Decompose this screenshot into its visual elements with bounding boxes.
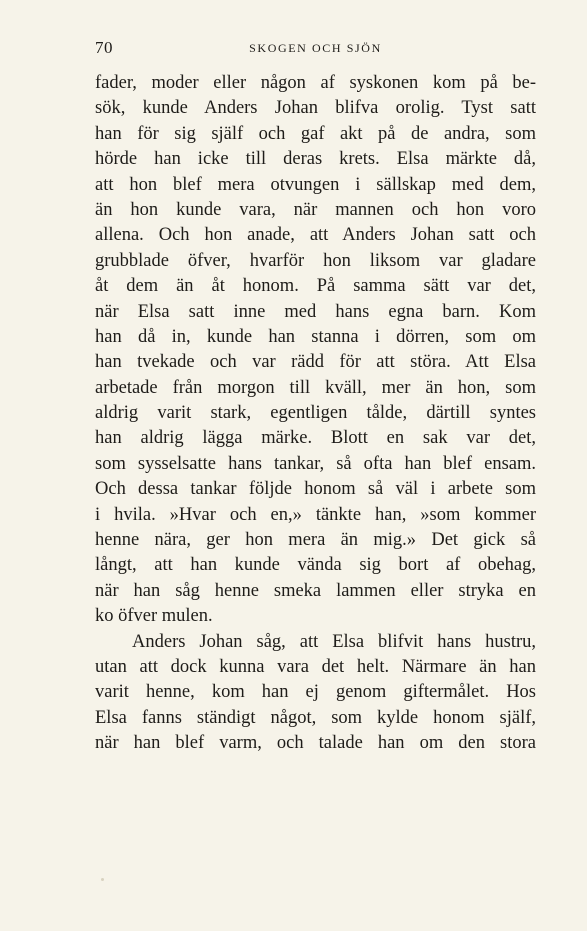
text-line: när Elsa satt inne med hans egna barn. Kom [95,301,536,322]
text-line: varit henne, kom han ej genom giftermålet. Hos [95,682,536,703]
text-line: allena. Och hon anade, att Anders Johan satt och [95,225,536,246]
running-header [95,38,536,60]
paragraph-start-line: Anders Johan såg, att Elsa blifvit hans hustru, [132,631,536,652]
running-title: SKOGEN OCH SJÖN [249,41,382,55]
text-line: sök, kunde Anders Johan blifva orolig. Tyst satt [95,98,536,119]
text-line: arbetade från morgon till kväll, mer än hon, som [95,377,536,398]
paper-speck [101,878,104,881]
text-line: fader, moder eller någon af syskonen kom på be- [95,73,536,93]
text-line: aldrig varit stark, egentligen tålde, därtill syntes [95,403,536,424]
text-line: än hon kunde vara, när mannen och hon voro [95,199,536,220]
text-line: långt, att han kunde vända sig bort af obehag, [95,555,536,576]
text-line: i hvila. »Hvar och en,» tänkte han, »som kommer [95,504,536,525]
text-line: han för sig själf och gaf akt på de andra, som [95,123,536,144]
paragraph-end-line: ko öfver mulen. [95,606,213,627]
text-line: henne nära, ger hon mera än mig.» Det gick så [95,530,536,551]
text-line: grubblade öfver, hvarför hon liksom var gladare [95,250,536,271]
text-line: han tvekade och var rädd för att störa. Att Elsa [95,352,536,373]
text-line: när han blef varm, och talade han om den stora [95,733,536,754]
text-line: Och dessa tankar följde honom så väl i arbete som [95,479,536,500]
text-line: Elsa fanns ständigt något, som kylde honom själf, [95,707,536,728]
text-line: som sysselsatte hans tankar, så ofta han blef ensam. [95,453,536,474]
page-number: 70 [95,38,113,57]
text-line: han aldrig lägga märke. Blott en sak var det, [95,428,536,449]
text-line: åt dem än åt honom. På samma sätt var det, [95,276,536,297]
text-line: hörde han icke till deras krets. Elsa märkte då, [95,149,536,170]
body-text [95,71,536,757]
text-line: att hon blef mera otvungen i sällskap med dem, [95,174,536,195]
text-line: han då in, kunde han stanna i dörren, som om [95,326,536,347]
text-line: när han såg henne smeka lammen eller stryka en [95,580,536,601]
text-line: utan att dock kunna vara det helt. Närmare än han [95,656,536,677]
